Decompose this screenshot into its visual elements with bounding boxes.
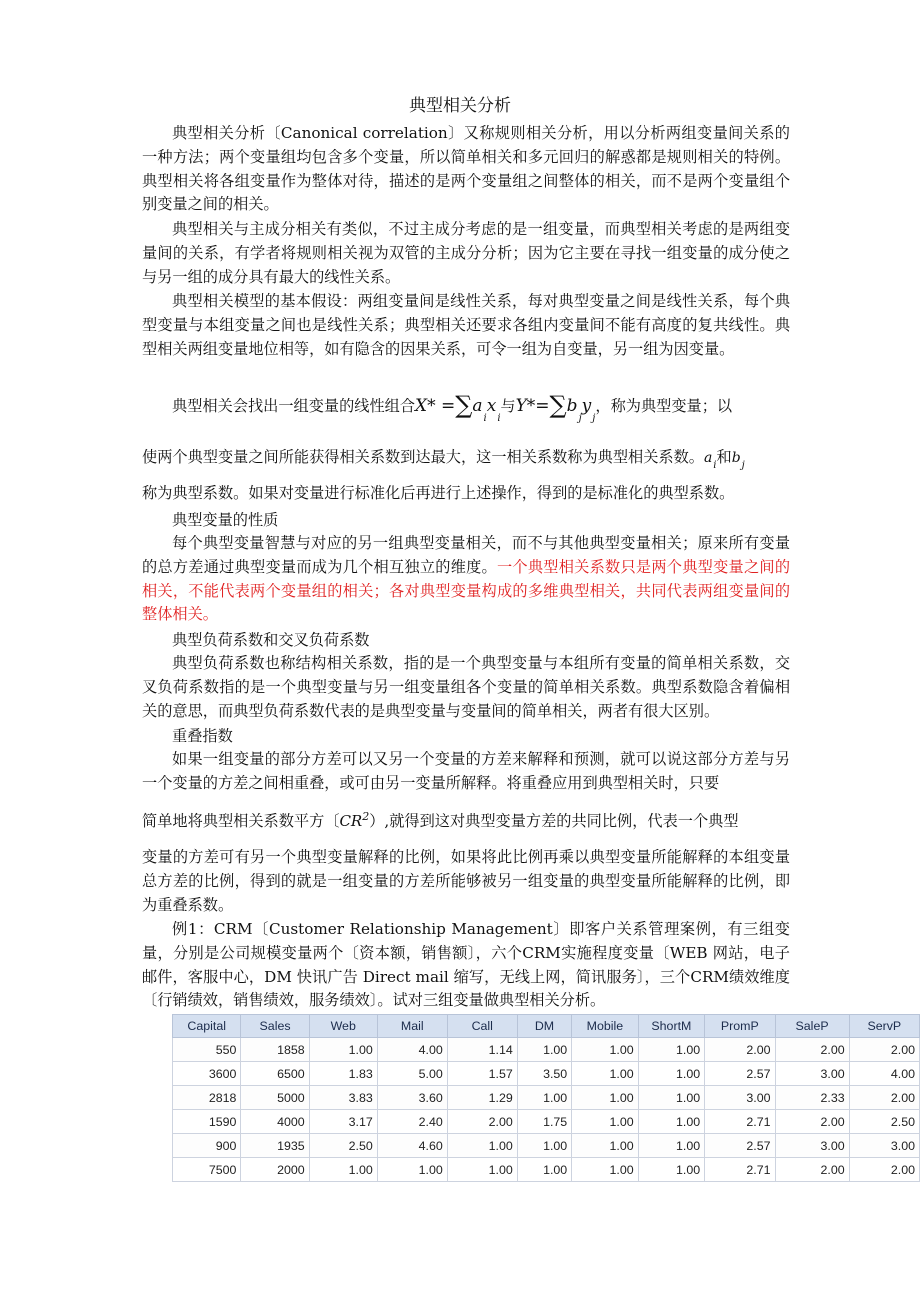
table-cell: 7500 bbox=[173, 1158, 241, 1182]
table-cell: 2.00 bbox=[447, 1110, 517, 1134]
crm-data-table bbox=[172, 1014, 920, 1182]
paragraph-assumptions: 典型相关模型的基本假设：两组变量间是线性关系，每对典型变量之间是线性关系，每个典型变量与本组变量之间也是线性关系；典型相关还要求各组内变量间不能有高度的复共线性。典型相关两组变量地位相等，如有隐含的因果关系，可令一组为自变量，另一组为因变量。 bbox=[142, 292, 790, 358]
table-cell: 3.17 bbox=[309, 1110, 377, 1134]
column-header-sales: Sales bbox=[241, 1015, 309, 1038]
table-cell: 1.00 bbox=[638, 1134, 705, 1158]
formula-y: y bbox=[581, 396, 592, 416]
formula-sub-j: j bbox=[578, 413, 582, 424]
coefficient-symbols-b bbox=[731, 450, 745, 471]
table-cell: 5.00 bbox=[377, 1062, 447, 1086]
paragraph-intro: 典型相关分析〔Canonical correlation〕又称规则相关分析，用以分析两组变量间关系的一种方法；两个变量组均包含多个变量，所以简单相关和多元回归的解惑都是规则相关的特例。典型相关将各组变量作为整体对待，描述的是两个变量组之间整体的相关，而不是两个变量组个别变量之间的相关。 bbox=[142, 124, 790, 214]
table-cell: 2818 bbox=[173, 1086, 241, 1110]
cr-superscript: 2 bbox=[362, 810, 370, 823]
table-cell: 1.00 bbox=[517, 1134, 571, 1158]
table-cell: 3.00 bbox=[705, 1086, 775, 1110]
column-header-capital: Capital bbox=[173, 1015, 241, 1038]
coef-sub-i: i bbox=[713, 460, 717, 471]
table-cell: 2.71 bbox=[705, 1110, 775, 1134]
table-cell: 1.00 bbox=[447, 1134, 517, 1158]
table-cell: 2.00 bbox=[705, 1038, 775, 1062]
table-cell: 3.00 bbox=[775, 1062, 849, 1086]
canonical-variable-formula bbox=[415, 391, 596, 424]
table-cell: 2000 bbox=[241, 1158, 309, 1182]
cr-squared-pre: 简单地将典型相关系数平方〔 bbox=[142, 812, 340, 830]
formula-x: x bbox=[486, 396, 497, 416]
table-cell: 1.00 bbox=[517, 1158, 571, 1182]
paragraph-redundancy-coefficient: 变量的方差可有另一个典型变量解释的比例，如果将此比例再乘以典型变量所能解释的本组变量总方差的比例，得到的就是一组变量的方差所能够被另一组变量的典型变量所能解释的比例，即为重叠系数。 bbox=[142, 848, 790, 914]
table-cell: 1.00 bbox=[638, 1110, 705, 1134]
table-cell: 2.00 bbox=[849, 1158, 919, 1182]
table-cell: 2.40 bbox=[377, 1110, 447, 1134]
paragraph-canonical-coefficients: 称为典型系数。如果对变量进行标准化后再进行上述操作，得到的是标准化的典型系数。 bbox=[142, 484, 735, 502]
table-cell: 3.50 bbox=[517, 1062, 571, 1086]
table-cell: 2.00 bbox=[775, 1110, 849, 1134]
formula-b: b bbox=[566, 396, 578, 416]
table-cell: 1.57 bbox=[447, 1062, 517, 1086]
coef-b: b bbox=[731, 450, 741, 466]
table-row bbox=[173, 1038, 920, 1062]
table-cell: 1.83 bbox=[309, 1062, 377, 1086]
column-header-servp: ServP bbox=[849, 1015, 919, 1038]
table-body bbox=[173, 1038, 920, 1182]
table-cell: 2.57 bbox=[705, 1134, 775, 1158]
linear-combination-post: ，称为典型变量；以 bbox=[595, 397, 733, 415]
table-cell: 1.14 bbox=[447, 1038, 517, 1062]
table-cell: 2.50 bbox=[849, 1110, 919, 1134]
cr-squared-post: ,就得到这对典型变量方差的共同比例，代表一个典型 bbox=[384, 812, 739, 830]
column-header-shortm: ShortM bbox=[638, 1015, 705, 1038]
formula-and: 与 bbox=[500, 397, 516, 415]
heading-properties: 典型变量的性质 bbox=[172, 511, 279, 529]
table-row bbox=[173, 1158, 920, 1182]
column-header-mail: Mail bbox=[377, 1015, 447, 1038]
table-cell: 1.00 bbox=[572, 1038, 638, 1062]
cr-squared-symbol bbox=[339, 812, 369, 830]
table-cell: 1.00 bbox=[377, 1158, 447, 1182]
table-cell: 1.00 bbox=[572, 1158, 638, 1182]
paragraph-pca-comparison: 典型相关与主成分相关有类似，不过主成分考虑的是一组变量，而典型相关考虑的是两组变量间的关系，有学者将规则相关视为双管的主成分分析；因为它主要在寻找一组变量的成分使之与另一组的成分具有最大的线性关系。 bbox=[142, 220, 790, 286]
table-cell: 4.00 bbox=[377, 1038, 447, 1062]
table-row bbox=[173, 1134, 920, 1158]
column-header-call: Call bbox=[447, 1015, 517, 1038]
table-cell: 4.60 bbox=[377, 1134, 447, 1158]
table-cell: 2.00 bbox=[849, 1086, 919, 1110]
table-cell: 3.00 bbox=[775, 1134, 849, 1158]
table-cell: 1.00 bbox=[572, 1062, 638, 1086]
table-cell: 1.00 bbox=[638, 1038, 705, 1062]
cr-symbol: CR bbox=[339, 812, 363, 830]
table-cell: 2.00 bbox=[775, 1158, 849, 1182]
table-cell: 1590 bbox=[173, 1110, 241, 1134]
table-cell: 2.33 bbox=[775, 1086, 849, 1110]
heading-loadings: 典型负荷系数和交叉负荷系数 bbox=[172, 631, 370, 649]
column-header-salep: SaleP bbox=[775, 1015, 849, 1038]
table-cell: 2.57 bbox=[705, 1062, 775, 1086]
formula-sub-j-2: j bbox=[592, 413, 596, 424]
table-cell: 3600 bbox=[173, 1062, 241, 1086]
table-row bbox=[173, 1110, 920, 1134]
table-cell: 3.00 bbox=[849, 1134, 919, 1158]
table-cell: 2.50 bbox=[309, 1134, 377, 1158]
table-cell: 6500 bbox=[241, 1062, 309, 1086]
table-cell: 4000 bbox=[241, 1110, 309, 1134]
table-row bbox=[173, 1086, 920, 1110]
table-cell: 1.00 bbox=[517, 1038, 571, 1062]
column-header-mobile: Mobile bbox=[572, 1015, 638, 1038]
table-cell: 2.00 bbox=[849, 1038, 919, 1062]
table-cell: 1.00 bbox=[447, 1158, 517, 1182]
paragraph-linear-combination bbox=[142, 392, 790, 426]
table-cell: 1.29 bbox=[447, 1086, 517, 1110]
table-cell: 1935 bbox=[241, 1134, 309, 1158]
table-cell: 1.00 bbox=[638, 1062, 705, 1086]
table-cell: 1.00 bbox=[517, 1086, 571, 1110]
formula-y-lhs: Y*= bbox=[515, 396, 550, 416]
coefficient-symbols bbox=[703, 450, 717, 471]
document-title: 典型相关分析 bbox=[409, 96, 511, 116]
table-cell: 5000 bbox=[241, 1086, 309, 1110]
paragraph-redundancy: 如果一组变量的部分方差可以又另一个变量的方差来解释和预测，就可以说这部分方差与另一个变量的方差之间相重叠，或可由另一变量所解释。将重叠应用到典型相关时，只要 bbox=[142, 750, 790, 792]
table-cell: 900 bbox=[173, 1134, 241, 1158]
properties-text: 每个典型变量智慧与对应的另一组典型变量相关，而不与其他典型变量相关；原来所有变量的总方差通过典型变量而成为几个相互独立的维度。 bbox=[142, 534, 790, 576]
column-header-web: Web bbox=[309, 1015, 377, 1038]
table-cell: 1.00 bbox=[638, 1158, 705, 1182]
formula-a: a bbox=[472, 396, 483, 416]
cr-close: ） bbox=[369, 812, 385, 830]
column-header-dm: DM bbox=[517, 1015, 571, 1038]
coef-sub-j: j bbox=[741, 460, 745, 471]
table-cell: 1858 bbox=[241, 1038, 309, 1062]
paragraph-loadings: 典型负荷系数也称结构相关系数，指的是一个典型变量与本组所有变量的简单相关系数，交叉负荷系数指的是一个典型变量与另一组变量组各个变量的简单相关系数。典型系数隐含着偏相关的意思，而典型负荷系数代表的是典型变量与变量间的简单相关，两者有很大区别。 bbox=[142, 654, 790, 720]
table-header-row bbox=[173, 1015, 920, 1038]
table-cell: 2.00 bbox=[775, 1038, 849, 1062]
table-cell: 1.00 bbox=[572, 1086, 638, 1110]
table-cell: 4.00 bbox=[849, 1062, 919, 1086]
table-cell: 3.60 bbox=[377, 1086, 447, 1110]
table-cell: 1.00 bbox=[638, 1086, 705, 1110]
coef-a: a bbox=[703, 450, 713, 466]
properties-highlight: 一个典型相关系数只是两个典型变量之间的相关，不能代表两个变量组的相关；各对典型变量构成的多维典型相关，共同代表两组变量间的整体相关。 bbox=[142, 557, 791, 624]
table-cell: 1.00 bbox=[309, 1158, 377, 1182]
table-cell: 1.00 bbox=[572, 1134, 638, 1158]
sigma-symbol: ∑ bbox=[455, 391, 473, 419]
table-cell: 2.71 bbox=[705, 1158, 775, 1182]
coef-and: 和 bbox=[716, 448, 732, 466]
canonical-correlation-text: 使两个典型变量之间所能获得相关系数到达最大，这一相关系数称为典型相关系数。 bbox=[142, 448, 704, 466]
table-cell: 550 bbox=[173, 1038, 241, 1062]
table-row bbox=[173, 1062, 920, 1086]
paragraph-canonical-correlation bbox=[142, 446, 790, 476]
formula-x-lhs: X* = bbox=[415, 396, 456, 416]
table-cell: 1.75 bbox=[517, 1110, 571, 1134]
heading-redundancy: 重叠指数 bbox=[172, 727, 233, 745]
paragraph-cr-squared bbox=[142, 810, 790, 835]
formula-sub-i-2: i bbox=[497, 413, 501, 424]
table-cell: 1.00 bbox=[572, 1110, 638, 1134]
linear-combination-pre: 典型相关会找出一组变量的线性组合 bbox=[172, 397, 415, 415]
formula-sub-i: i bbox=[483, 413, 487, 424]
column-header-promp: PromP bbox=[705, 1015, 775, 1038]
sigma-symbol-2: ∑ bbox=[549, 391, 567, 419]
table-cell: 1.00 bbox=[309, 1038, 377, 1062]
table-cell: 3.83 bbox=[309, 1086, 377, 1110]
paragraph-properties bbox=[142, 532, 790, 627]
paragraph-example: 例1：CRM〔Customer Relationship Management〕即客户关系管理案例，有三组变量，分别是公司规模变量两个〔资本额，销售额〕，六个CRM实施程度变量〔WEB 网站，电子邮件，客服中心，DM 快讯广告 Direct mail 缩写，无线上网，简讯服务〕，三个CRM绩效维度〔行销绩效，销售绩效，服务绩效〕。试对三组变量做典型相关分析。 bbox=[142, 920, 790, 1010]
